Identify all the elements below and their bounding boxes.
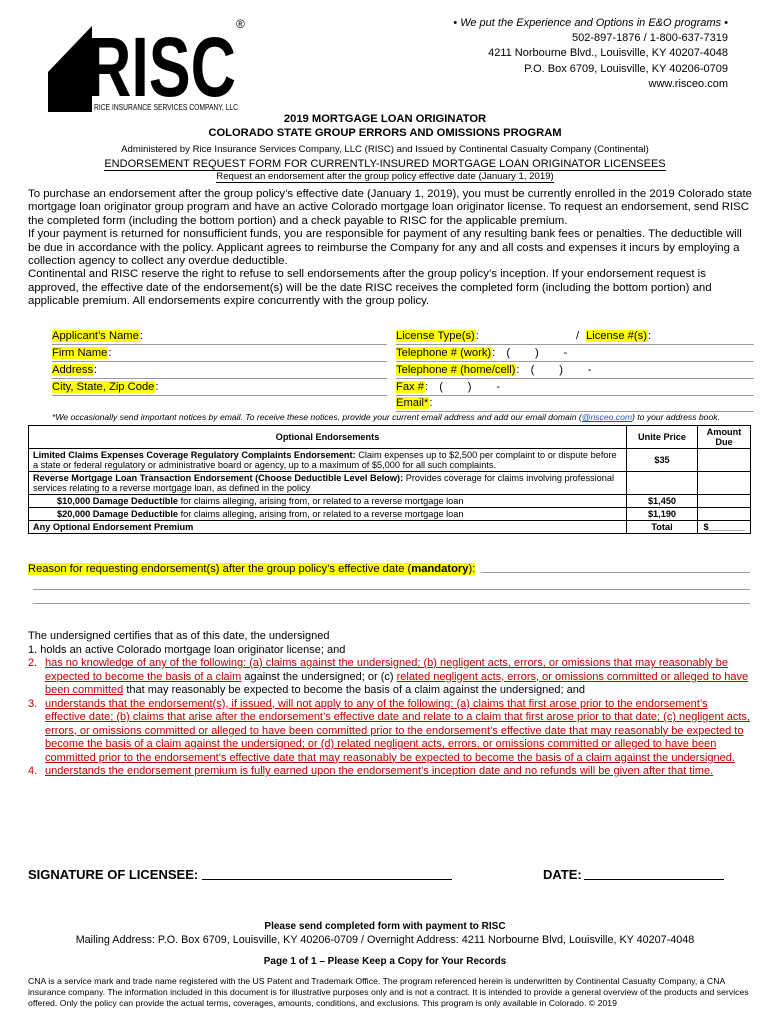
reason-line-1[interactable] bbox=[481, 572, 750, 573]
ded10-amount-input[interactable] bbox=[698, 495, 751, 508]
signature-label: SIGNATURE OF LICENSEE: bbox=[28, 867, 199, 882]
home-phone-template: ( ) - bbox=[530, 364, 592, 376]
form-subheading-text: Request an endorsement after the group policy effective date (January 1, 2019) bbox=[216, 171, 554, 182]
endorsements-table bbox=[28, 425, 751, 534]
intro-text bbox=[28, 188, 752, 309]
risc-logo bbox=[48, 14, 248, 114]
email-note: *We occasionally send important notices by email. To receive these notices, provide your current email address and add our email domain (@risceo.com) to your address book. bbox=[52, 412, 720, 422]
email-domain-link[interactable]: @risceo.com bbox=[581, 412, 633, 422]
total-label: Total bbox=[627, 521, 698, 534]
rml-description: Reverse Mortgage Loan Transaction Endorsement (Choose Deductible Level Below): Provides coverage for claims involving professional services relating to a reverse mortgage loan, as defined in the policy bbox=[29, 472, 627, 495]
table-row bbox=[29, 472, 751, 495]
logo-wordmark: RISC bbox=[86, 20, 236, 114]
fax-label: Fax # bbox=[396, 381, 424, 393]
address-field[interactable]: Address: bbox=[52, 363, 387, 379]
email-label: Email* bbox=[396, 397, 429, 409]
table-row bbox=[29, 449, 751, 472]
table-row bbox=[29, 508, 751, 521]
reason-line-3[interactable] bbox=[33, 603, 750, 604]
firm-name-field[interactable]: Firm Name: bbox=[52, 346, 387, 362]
lcec-description: Limited Claims Expenses Coverage Regulatory Complaints Endorsement: Claim expenses up to $2,500 per complaint to or dispute before a state or federal regulatory or administrative board or agency, up to a maximum of $5,000 for all such complaints. bbox=[29, 449, 627, 472]
lcec-price: $35 bbox=[627, 449, 698, 472]
street-address: 4211 Norbourne Blvd., Louisville, KY 40207-4048 bbox=[488, 47, 728, 60]
fine-print: CNA is a service mark and trade name registered with the US Patent and Trademark Office. The program referenced herein is underwritten by Continental Casualty Company, a CNA insurance company. The information included in this document is for illustrative purposes only and is not a contract. It is intended to provide a general overview of the products and services offered. Only the policy can provide the actual terms, coverages, amounts, conditions, and exclusions. This program is only available in Colorado. © 2019 bbox=[28, 976, 749, 1008]
ded10-price: $1,450 bbox=[627, 495, 698, 508]
logo-house-icon bbox=[48, 14, 248, 114]
tagline: • We put the Experience and Options in E&O programs • bbox=[453, 17, 728, 29]
intro-paragraph-2: If your payment is returned for nonsufficient funds, you are responsible for payment of any resulting bank fees or penalties. The deductible will be due in accordance with the policy. Applicant agrees to reimburse the Company for any and all costs and expenses it incurs by employing a collection agency to collect any overdue deductible. bbox=[28, 228, 742, 268]
ded20-amount-input[interactable] bbox=[698, 508, 751, 521]
applicant-name-label: Applicant’s Name bbox=[52, 330, 139, 342]
mailing-address: Mailing Address: P.O. Box 6709, Louisville, KY 40206-0709 / Overnight Address: 4211 Norbourne Blvd, Louisville, KY 40207-4048 bbox=[75, 934, 695, 946]
form-titles bbox=[0, 112, 770, 183]
reason-line-2[interactable] bbox=[33, 589, 750, 590]
send-instructions: Please send completed form with payment to RISC bbox=[264, 921, 506, 932]
form-heading-text: ENDORSEMENT REQUEST FORM FOR CURRENTLY-INSURED MORTGAGE LOAN ORIGINATOR LICENSEES bbox=[104, 158, 666, 170]
table-row bbox=[29, 495, 751, 508]
firm-name-label: Firm Name bbox=[52, 347, 108, 359]
email-field[interactable]: Email*: bbox=[396, 396, 754, 412]
reason-section bbox=[28, 563, 750, 604]
ded20-description: $20,000 Damage Deductible for claims alleging, arising from, or related to a reverse mortgage loan bbox=[29, 508, 627, 521]
work-phone-field[interactable]: Telephone # (work): ( ) - bbox=[396, 346, 754, 362]
col-header-price: Unite Price bbox=[627, 426, 698, 449]
intro-paragraph-1: To purchase an endorsement after the group policy’s effective date (January 1, 2019), you must be currently enrolled in the 2019 Colorado state mortgage loan originator group program and have an active Colorado mortgage loan originator license. To request an endorsement, send RISC the completed form (including the bottom portion) and a check payable to RISC for the applicable premium. bbox=[28, 188, 752, 227]
phone-numbers: 502-897-1876 / 1-800-637-7319 bbox=[572, 32, 728, 45]
ded20-price: $1,190 bbox=[627, 508, 698, 521]
work-phone-label: Telephone # (work) bbox=[396, 347, 492, 359]
form-heading bbox=[0, 157, 770, 171]
date-line[interactable] bbox=[584, 879, 724, 880]
table-row bbox=[29, 521, 751, 534]
table-header-row bbox=[29, 426, 751, 449]
rml-amount-empty bbox=[698, 472, 751, 495]
mandatory-label: mandatory bbox=[411, 563, 469, 575]
reason-label: Reason for requesting endorsement(s) after the group policy’s effective date (mandatory): bbox=[28, 563, 476, 575]
license-separator: / bbox=[576, 330, 580, 342]
any-endorsement-label: Any Optional Endorsement Premium bbox=[29, 521, 627, 534]
page-indicator: Page 1 of 1 – Please Keep a Copy for Your Records bbox=[263, 956, 507, 967]
date-label: DATE: bbox=[543, 867, 582, 882]
total-amount-input[interactable]: $_______ bbox=[698, 521, 751, 534]
col-header-endorsements: Optional Endorsements bbox=[29, 426, 627, 449]
cert-item-3: 3. understands that the endorsement(s), if issued, will not apply to any of the following: (a) claims that first arose prior to the endorsement’s effective date; (b) claims that arise after the endorsement’s effective date and relate to a claim that first arose prior to that date; (c) negligent acts, errors, or omissions committed or alleged to have been committed prior to the endorsement’s effective date that may reasonably be expected to become the basis of a claim against the undersigned; or (d) related negligent acts, errors, or omissions committed or alleged to have been committed prior to the endorsement’s effective date that may reasonably be expected to become the basis of a claim against the undersigned. bbox=[28, 697, 750, 764]
applicant-name-field[interactable]: Applicant’s Name: bbox=[52, 329, 387, 345]
intro-paragraph-3: Continental and RISC reserve the right to refuse to sell endorsements after the group policy’s inception. If your endorsement request is approved, the effective date of the endorsement(s) will be the date RISC receives the completed form (including the bottom portion) and applicable premium. All endorsements expire concurrently with the group policy. bbox=[28, 268, 712, 308]
logo-subtext: RICE INSURANCE SERVICES COMPANY, LLC bbox=[94, 102, 238, 112]
cert-item-1: 1. holds an active Colorado mortgage loan originator license; and bbox=[28, 643, 346, 656]
form-subheading bbox=[0, 171, 770, 183]
cert-item-4: 4. understands the endorsement premium is fully earned upon the endorsement’s inception date and no refunds will be given after that time. bbox=[28, 765, 714, 777]
license-type-field[interactable]: License Type(s): / License #(s): bbox=[396, 329, 754, 345]
contact-block bbox=[453, 16, 728, 92]
title-line-2: COLORADO STATE GROUP ERRORS AND OMISSIONS PROGRAM bbox=[208, 127, 562, 139]
lcec-amount-input[interactable] bbox=[698, 449, 751, 472]
title-line-1: 2019 MORTGAGE LOAN ORIGINATOR bbox=[283, 113, 487, 125]
city-state-zip-label: City, State, Zip Code bbox=[52, 381, 155, 393]
cert-item-2: 2. has no knowledge of any of the following: (a) claims against the undersigned; (b) negligent acts, errors, or omissions that may reasonably be expected to become the basis of a claim against the undersigned; or (c) related negligent acts, errors, or omissions committed or alleged to have been committed that may reasonably be expected to become the basis of a claim against the undersigned; and bbox=[28, 657, 749, 696]
address-label: Address bbox=[52, 364, 94, 376]
administered-by: Administered by Rice Insurance Services Company, LLC (RISC) and Issued by Continental Casualty Company (Continental) bbox=[121, 144, 649, 155]
registered-mark: ® bbox=[236, 17, 245, 31]
city-state-zip-field[interactable]: City, State, Zip Code: bbox=[52, 380, 387, 396]
fax-template: ( ) - bbox=[439, 381, 501, 393]
fax-field[interactable]: Fax #: ( ) - bbox=[396, 380, 754, 396]
certification-section bbox=[28, 630, 750, 779]
rml-price-empty bbox=[627, 472, 698, 495]
ded10-description: $10,000 Damage Deductible for claims alleging, arising from, or related to a reverse mortgage loan bbox=[29, 495, 627, 508]
po-box: P.O. Box 6709, Louisville, KY 40206-0709 bbox=[524, 62, 728, 75]
website-link[interactable]: www.risceo.com bbox=[648, 77, 728, 90]
license-type-label: License Type(s) bbox=[396, 330, 475, 342]
cert-intro: The undersigned certifies that as of this date, the undersigned bbox=[28, 630, 330, 642]
col-header-amount: Amount Due bbox=[698, 426, 751, 449]
license-number-label: License #(s) bbox=[586, 330, 647, 342]
home-phone-label: Telephone # (home/cell) bbox=[396, 364, 516, 376]
home-phone-field[interactable]: Telephone # (home/cell): ( ) - bbox=[396, 363, 754, 379]
signature-line[interactable] bbox=[202, 879, 452, 880]
work-phone-template: ( ) - bbox=[506, 347, 568, 359]
